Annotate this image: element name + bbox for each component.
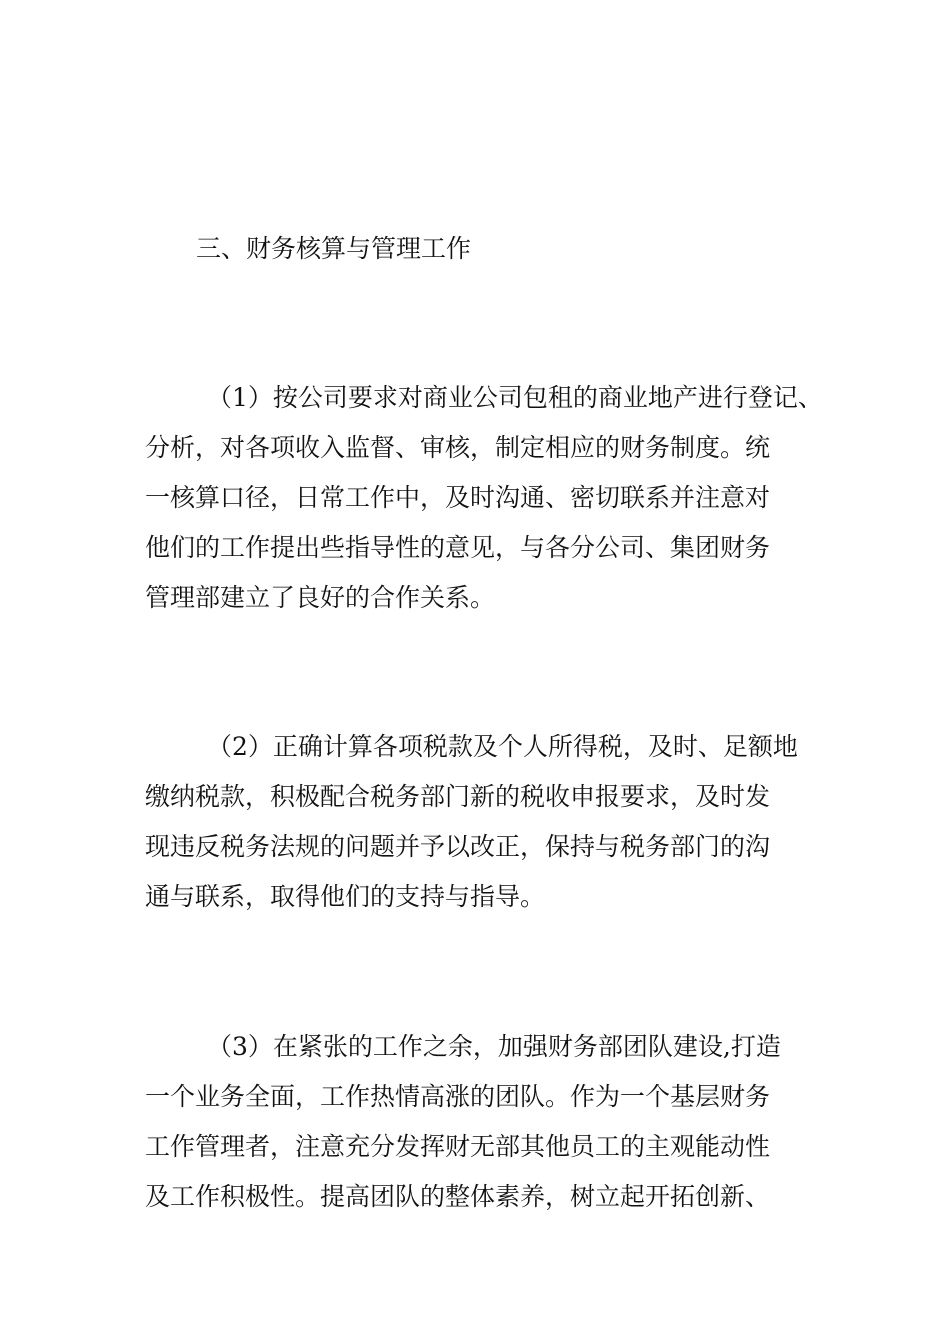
- paragraph-line: 一核算口径，日常工作中，及时沟通、密切联系并注意对: [145, 483, 771, 512]
- paragraph-2: [145, 722, 815, 922]
- paragraph-line: （3）在紧张的工作之余，加强财务部团队建设,打造: [207, 1032, 781, 1061]
- paragraph-line: 通与联系，取得他们的支持与指导。: [145, 882, 546, 911]
- paragraph-line: 管理部建立了良好的合作关系。: [145, 583, 496, 612]
- paragraph-line: 及工作积极性。提高团队的整体素养，树立起开拓创新、: [145, 1182, 771, 1211]
- paragraph-line: 他们的工作提出些指导性的意见，与各分公司、集团财务: [145, 533, 771, 562]
- paragraph-line: （1）按公司要求对商业公司包租的商业地产进行登记、: [207, 383, 823, 412]
- paragraph-line: 现违反税务法规的问题并予以改正，保持与税务部门的沟: [145, 832, 771, 861]
- paragraph-line: 工作管理者，注意充分发挥财无部其他员工的主观能动性: [145, 1132, 771, 1161]
- paragraph-line: 一个业务全面，工作热情高涨的团队。作为一个基层财务: [145, 1082, 771, 1111]
- paragraph-line: 缴纳税款，积极配合税务部门新的税收申报要求，及时发: [145, 782, 771, 811]
- paragraph-line: 分析，对各项收入监督、审核，制定相应的财务制度。统: [145, 433, 771, 462]
- paragraph-3: [145, 1022, 815, 1222]
- section-heading: 三、财务核算与管理工作: [196, 234, 472, 263]
- paragraph-1: [145, 373, 823, 623]
- paragraph-line: （2）正确计算各项税款及个人所得税，及时、足额地: [207, 732, 798, 761]
